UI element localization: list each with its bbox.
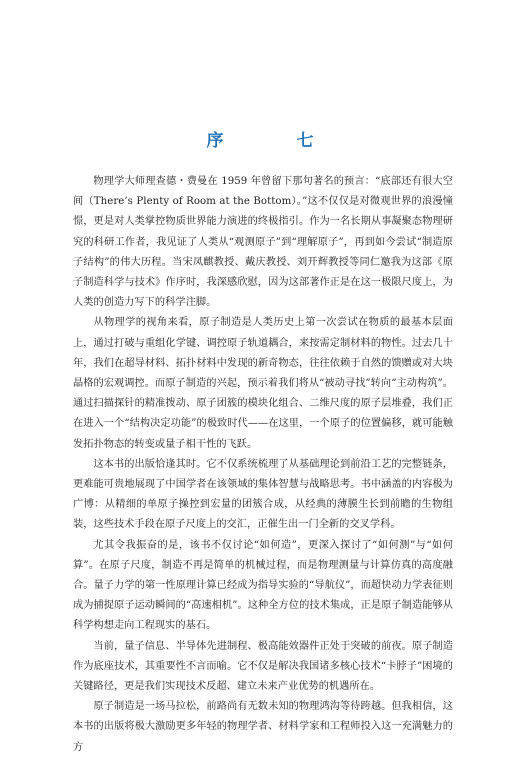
paragraph: 当前，量子信息、半导体先进制程、极高能效器件正处于突破的前夜。原子制造作为底座技术，其重要性不言而喻。它不仅是解决我国诸多核心技术“卡脖子”困境的关键路径，更是我们实现技术反超、建立未来产业优势的机遇所在。 [73, 640, 453, 693]
paragraph: 物理学大师理查德・费曼在 1959 年曾留下那句著名的预言：“底部还有很大空间（There’s Plenty of Room at the Bottom）。”这不仅仅是对微观世界的浪漫憧憬，更是对人类掌控物质世界能力演进的终极指引。作为一名长期从事凝聚态物理研究的科研工作者，我见证了人类从“观测原子”到“理解原子”，再到如今尝试“制造原子结构”的伟大历程。当宋凤麒教授、戴庆教授、刘开辉教授等同仁邀我为这部《原子制造科学与技术》作序时，我深感欣慰，因为这部著作正是在这一极限尺度上，为人类的创造力写下的科学注脚。 [73, 176, 453, 309]
paragraph: 尤其令我振奋的是，该书不仅讨论“如何造”，更深入探讨了“如何测”与“如何算”。在原子尺度，制造不再是简单的机械过程，而是物理测量与计算仿真的高度融合。量子力学的第一性原理计算已经成为指导实验的“导航仪”，而超快动力学表征则成为捕捉原子运动瞬间的“高速相机”。这种全方位的技术集成，正是原子制造能够从科学构想走向工程现实的基石。 [73, 539, 453, 632]
paragraph: 这本书的出版恰逢其时。它不仅系统梳理了从基础理论到前沿工艺的完整链条，更难能可贵地展现了中国学者在该领域的集体智慧与战略思考。书中涵盖的内容极为广博：从精细的单原子操控到宏量的团簇合成，从经典的薄膜生长到前瞻的生物组装，这些技术手段在原子尺度上的交汇，正催生出一门全新的交叉学科。 [73, 458, 453, 531]
paragraph: 从物理学的视角来看，原子制造是人类历史上第一次尝试在物质的最基本层面上，通过打破与重组化学键、调控原子轨道耦合，来按需定制材料的物性。过去几十年，我们在超导材料、拓扑材料中发现的新奇物态，往往依赖于自然的馈赠或对大块晶格的宏观调控。而原子制造的兴起，预示着我们将从“被动寻找”转向“主动构筑”。通过扫描探针的精准拨动、原子团簇的模块化组合、二维尺度的原子层堆叠，我们正在进入一个“结构决定功能”的极致时代——在这里，一个原子的位置偏移，就可能触发拓扑物态的转变或量子相干性的飞跃。 [73, 317, 453, 450]
preface-title: 序 七 [206, 131, 342, 151]
paragraph: 原子制造是一场马拉松，前路尚有无数未知的物理鸿沟等待跨越。但我相信，这本书的出版将极大激励更多年轻的物理学者、材料学家和工程师投入这一充满魅力的方 [73, 701, 453, 753]
preface-body [73, 172, 453, 758]
